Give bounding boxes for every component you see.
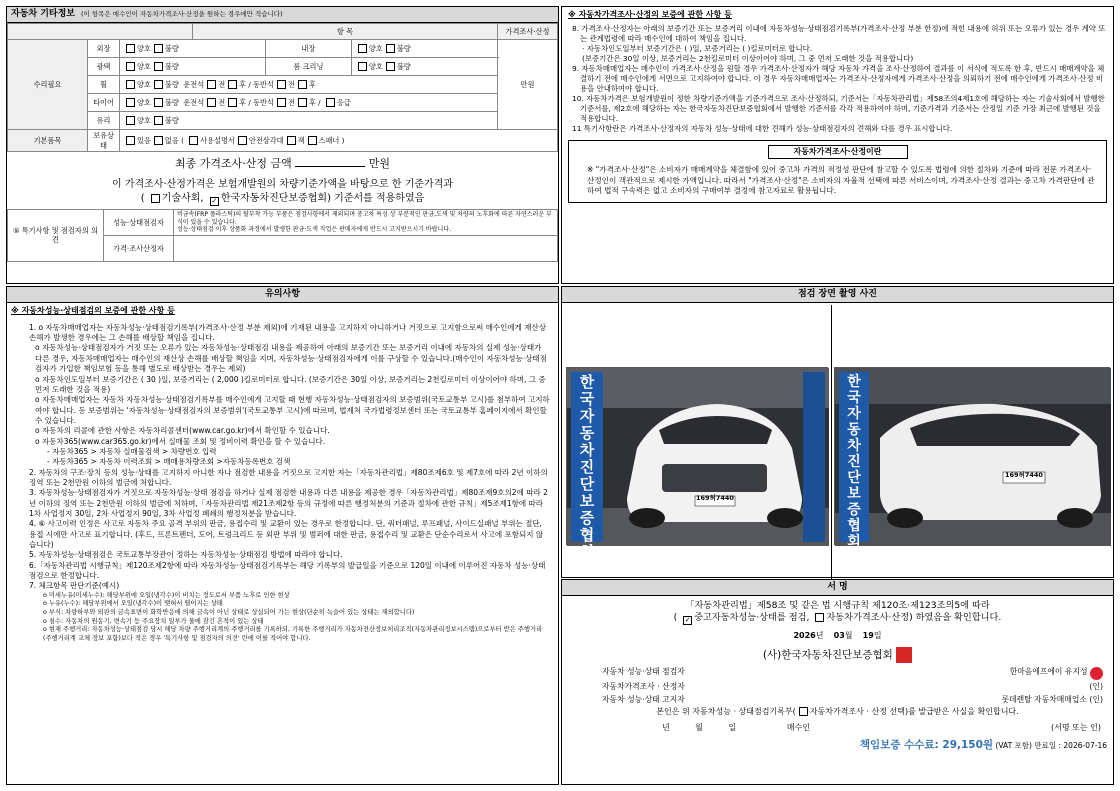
tire-pass-front-checkbox[interactable] bbox=[277, 98, 286, 107]
passenger-label: 동반석 bbox=[253, 97, 274, 107]
caution-list bbox=[29, 323, 550, 644]
rear-label: 후 bbox=[239, 97, 247, 107]
used-car-checkbox[interactable]: ✓ bbox=[684, 616, 691, 625]
triangle-checkbox[interactable] bbox=[238, 136, 247, 145]
buyer-sign-line bbox=[662, 723, 1101, 734]
caution-header: 유의사항 bbox=[7, 287, 558, 303]
caution-item: 5. 자동차성능·상태점검은 국토교통부장관이 정하는 자동차성능·상태점검 방법에 따라야 합니다. bbox=[29, 550, 343, 560]
caution-item: o 자동차의 리콜에 관한 사항은 자동차리콜센터(www.car.go.kr)에서 확인할 수 있습니다. bbox=[35, 426, 330, 436]
basis-line1: 이 가격조사·산정가격은 보험개발원의 차량기준가액을 바탕으로 한 기준가격과 bbox=[111, 179, 454, 191]
signer-row bbox=[602, 682, 1103, 693]
row-tire: 타이어 bbox=[88, 94, 120, 112]
basic-have-label: 있음 bbox=[137, 135, 151, 145]
signer-value: 한마음에프에이 유지성 bbox=[1009, 667, 1088, 677]
car-rear-icon bbox=[835, 368, 1111, 546]
tire-bad-checkbox[interactable] bbox=[154, 98, 163, 107]
criteria-item: o 누유(누수): 해당부위에서 오일(냉각수)이 맺혀서 떨어지는 상태 bbox=[43, 600, 223, 608]
plate-text: 169허7440 bbox=[1005, 471, 1043, 479]
receipt-line bbox=[562, 707, 1113, 718]
price-definition-box bbox=[568, 140, 1107, 204]
bad-label: 불량 bbox=[164, 79, 179, 89]
guarantee-item-8: 8. 가격조사·산정자는 아래의 보증기간 또는 보증거리 이내에 자동차성능·상태점검기록부(가격조사·산정 부분 한정)에 적힌 내용에 허위 또는 오류가 있는 경우 계약 또는 관계법령에 따라 매수인에 대하여 책임을 집니다. bbox=[572, 23, 1106, 43]
opinion-price-field[interactable] bbox=[174, 236, 558, 262]
good-label: 양호 bbox=[368, 43, 383, 53]
criteria-item: o 부식: 차량하부와 외판의 금속표면이 화학반응에 의해 금속이 아닌 상태로 상실되어 가는 현상(단순히 녹슬어 있는 상태는 제외합니다) bbox=[43, 609, 415, 617]
receipt-text2: 자동차가격조사 · 산정 선택)를 발급받은 사실을 확인합니다. bbox=[809, 707, 1019, 717]
row-glass: 유리 bbox=[88, 112, 120, 130]
jack-label: 잭 bbox=[297, 135, 305, 145]
triangle-label: 안전삼각대 bbox=[248, 135, 284, 145]
criteria-item: o 침수: 자동차의 원동기, 변속기 등 주요장치 일부가 물에 잠긴 흔적이 있는 상태 bbox=[43, 617, 264, 625]
price-check-label: 자동차가격조사·산정) 하였음을 확인합니다. bbox=[826, 612, 1002, 624]
guarantee-title: ※ 자동차가격조사·산정의 보증에 관한 사항 등 bbox=[568, 10, 732, 19]
banner-text: 한국자동차진단보증협회 bbox=[847, 374, 861, 550]
day-unit: 일 bbox=[873, 631, 882, 641]
caution-item: o 자동차매매업자는 자동차 자동차성능·상태점검기록부를 매수인에게 고지할 때 현행 자동차성능·상태점검자의 보증범위(국토교통부 고시)를 첨부하여 고지하여야 합니다. 등 보증범위는 '자동차성능·상태점검자의 보증범위'(국토교통부 고시)에 따르며, 법제처 국가법령정보센터 또는 국토교통부 홈페이지에서 확인할 수 있습니다. bbox=[35, 395, 550, 425]
wheel-good-checkbox[interactable] bbox=[126, 80, 135, 89]
photo-panel bbox=[561, 286, 1114, 578]
guarantee-sub-item: · 자동차인도일부터 보증기간은 ( )일, 보증거리는 ( )킬로미터로 합니다. bbox=[582, 43, 813, 53]
fee-line bbox=[562, 738, 1107, 752]
repair-label: 수리필요 bbox=[8, 40, 88, 130]
tire-pass-rear-checkbox[interactable] bbox=[298, 98, 307, 107]
caution-item: o 자동차성능·상태점검자가 거짓 또는 오류가 있는 자동차성능·상태점검 내용을 제공하여 아래의 보증기간 또는 보증거리 이내에 자동차의 실제 성능·상태가 다른 경우, 자동차매매업자는 매수인의 재산상 손해를 배상할 책임을 지며, 자동차성능·상태점검자에게 이를 구상할 수 있습니다.(매수인이 자동차성능·상태점검자가 가입한 책임보험 등을 통해 별도로 배상받는 경우는 제외) bbox=[35, 343, 547, 374]
issue-year: 2026 bbox=[793, 631, 816, 641]
signer-label: 자동차 성능·상태 고지자 bbox=[602, 694, 685, 704]
signer-list bbox=[602, 667, 1103, 705]
misc-info-title: 자동차 기타정보 bbox=[11, 9, 75, 19]
opinion-label: ⑤ 특기사항 및 점검자의 의견 bbox=[8, 209, 104, 261]
criteria-item: o 현재 주행거리: 자동차성능·상태점검 당시 해당 차량 주행거리계의 주행거리를 기록하되, 기록한 주행거리가 자동차전산정보처리조직(자동차관리정보시스템)으로부터 받은 주행거리(주행거리계 교체 정보 포함)보다 적은 경우 '특기사항 및 점검자의 의견' 란에 이를 적어야 합니다. bbox=[43, 626, 543, 643]
price-check-checkbox[interactable] bbox=[815, 613, 824, 622]
room-bad-checkbox[interactable] bbox=[386, 62, 395, 71]
front-label: 전 bbox=[287, 97, 295, 107]
tech-society-checkbox[interactable] bbox=[151, 194, 160, 203]
exterior-bad-checkbox[interactable] bbox=[154, 44, 163, 53]
buyer-sign[interactable]: (서명 또는 인) bbox=[1051, 723, 1101, 733]
row-interior: 내장 bbox=[265, 40, 351, 58]
inspection-photo-front bbox=[566, 367, 828, 561]
kaida-label: 한국자동차진단보증협회 bbox=[220, 192, 328, 204]
caution-item: 1. o 자동차매매업자는 자동차성능·상태점검기록부(가격조사·산정 부분 제외)에 기재된 내용을 고지하지 아니하거나 거짓으로 고지함으로써 매수인에게 재산상 손해가 발생한 경우에는 그 손해를 배상할 책임을 집니다. bbox=[29, 322, 547, 343]
tech-society-label: 기술사회, bbox=[161, 192, 204, 204]
misc-info-panel bbox=[6, 6, 559, 284]
basis-text bbox=[7, 178, 558, 206]
good-label: 양호 bbox=[137, 97, 151, 107]
photo-header: 점검 장면 촬영 사진 bbox=[562, 287, 1113, 303]
guarantee-panel bbox=[561, 6, 1114, 284]
driver-label: 운전석 bbox=[183, 79, 205, 89]
rear-label: 후 bbox=[308, 97, 316, 107]
caution-subtitle: ※ 자동차성능·상태점검의 보증에 관한 사항 등 bbox=[11, 306, 175, 315]
gloss-bad-checkbox[interactable] bbox=[154, 62, 163, 71]
opinion-inspector-label: 성능·상태점검자 bbox=[104, 209, 174, 235]
tire-driver-front-checkbox[interactable] bbox=[207, 98, 216, 107]
caution-item: 7. 체크항목 판단기준(예시) bbox=[29, 581, 120, 591]
signer-row bbox=[602, 695, 1103, 706]
wheel-bad-checkbox[interactable] bbox=[154, 80, 163, 89]
final-price-label: 최종 가격조사·산정 금액 bbox=[174, 157, 292, 171]
good-label: 양호 bbox=[368, 61, 383, 71]
tire-good-checkbox[interactable] bbox=[126, 98, 135, 107]
caution-item: - 자동차365 > 자동차 실매물검색 > 차량번호 입력 bbox=[47, 446, 217, 456]
spanner-label: 스패너 ) bbox=[318, 135, 345, 145]
price-definition-title: 자동차가격조사·산정이란 bbox=[768, 145, 908, 160]
guarantee-item-10: 10. 자동차가격은 보험개발원이 정한 차량기준가액을 기준가격으로 조사·산정하되, 기준서는「자동차관리법」제58조의4제1호에 해당하는 자는 기술사회에서 발행한 기준서를, 제2호에 해당하는 자는 한국자동차진단보증협회에서 발행한 기준서를 각각 적용하여야 하며, 기준가격과 기준서는 산정일 기준 가장 최근에 발행된 것을 적용합니다. bbox=[572, 93, 1105, 123]
guarantee-items bbox=[568, 24, 1107, 134]
exterior-good-checkbox[interactable] bbox=[126, 44, 135, 53]
good-label: 양호 bbox=[137, 61, 151, 71]
jack-checkbox[interactable] bbox=[287, 136, 296, 145]
bad-label: 불량 bbox=[164, 43, 179, 53]
row-room-cleaning: 룸 크리닝 bbox=[265, 58, 351, 76]
caution-item: - 자동차365 > 자동차 이력조회 > 매매용차량조회 >자동차등록번호 검색 bbox=[47, 457, 291, 467]
opinion-inspector-note: 비금속(FRP 플라스틱)의 탈부착 가능 부품은 점검사항에서 제외되며 중고차 특성 상 부분적인 판금,도색 및 차량의 노후화에 따른 자연스러운 부식이 있을 수 있습니다. bbox=[177, 210, 552, 226]
caution-panel bbox=[6, 286, 559, 785]
room-good-checkbox[interactable] bbox=[358, 62, 367, 71]
row-gloss: 광택 bbox=[88, 58, 120, 76]
opinion-price-label: 가격·조사산정자 bbox=[104, 236, 174, 262]
year-unit: 년 bbox=[815, 631, 824, 641]
row-exterior: 외장 bbox=[88, 40, 120, 58]
front-label: 전 bbox=[287, 79, 295, 89]
spanner-checkbox[interactable] bbox=[308, 136, 317, 145]
inspector-seal-icon bbox=[1090, 667, 1103, 680]
org-seal-icon bbox=[896, 647, 912, 663]
signer-row bbox=[602, 667, 1103, 680]
rear-label: 후 bbox=[239, 79, 247, 89]
buyer-date-line: 년 월 일 매수인 bbox=[662, 723, 811, 733]
fee-note: (VAT 포함) bbox=[995, 740, 1032, 750]
tire-spare-checkbox[interactable] bbox=[326, 98, 335, 107]
basis-line2: ( 기술사회, ✓ 한국자동차진단보증협회) 기준서를 적용하였음 bbox=[140, 192, 425, 205]
signer-label: 자동차 성능·상태 점검자 bbox=[602, 667, 685, 677]
caution-item: o 자동차365(www.car365.go.kr)에서 실매물 조회 및 정비이력 확인을 할 수 있습니다. bbox=[35, 436, 326, 446]
plate-text: 169허7440 bbox=[696, 494, 734, 502]
manual-checkbox[interactable] bbox=[189, 136, 198, 145]
price-unit: 만원 bbox=[498, 40, 558, 130]
caution-item: o 자동차인도일부터 보증기간은 ( 30 )일, 보증거리는 ( 2,000 )킬로미터로 합니다. (보증기간은 30일 이상, 보증거리는 2천킬로미터 이상이어야 하며, 그 중 먼저 도래한 것을 적용) bbox=[35, 374, 546, 394]
banner-text: 한국자동차진단보증협회 bbox=[579, 373, 595, 561]
interior-good-checkbox[interactable] bbox=[358, 44, 367, 53]
bad-label: 불량 bbox=[396, 61, 411, 71]
front-label: 전 bbox=[218, 79, 226, 89]
caution-item: 4. ⑥ 사고이력 인정은 사고로 자동차 주요 골격 부위의 판금, 용접수리 및 교환이 있는 경우로 한정합니다. 단, 쿼터패널, 루프패널, 사이드실패널 부위는 절단, 용접 시에만 사고로 표기합니다. (후드, 프론트펜더, 도어, 트렁크리드 등 외판 부위 및 범퍼에 대한 판금, 용접수리 및 교환은 단순수리로서 사고에 포함되지 않습니다) bbox=[29, 519, 544, 550]
signature-header: 서 명 bbox=[562, 580, 1113, 596]
expiry-date: 만료일 : 2026-07-16 bbox=[1034, 740, 1107, 750]
opinion-table bbox=[7, 209, 558, 262]
misc-info-table: 항 목 가격조사·산정 수리필요 외장 양호 불량 내장 양호 불량 만원 광택 양호 불량 룸 크리닝 양호 불량 휠 양호 불량 운전석 전 후 / 동반석 전 후 타이어 양호 불량 운전석 전 후 / 동반석 전 후 / 응급 유리 양호 불량 기본품목 보유상태 있음 없음 ( 사용설명서 안전삼각대 잭 스패너 ) bbox=[7, 23, 558, 152]
col-price: 가격조사·산정 bbox=[498, 24, 558, 40]
bad-label: 불량 bbox=[164, 61, 179, 71]
signer-label: 자동차가격조사 · 산정자 bbox=[602, 682, 685, 692]
wheel-driver-rear-checkbox[interactable] bbox=[228, 80, 237, 89]
rear-label: 후 bbox=[308, 79, 316, 89]
basic-status-label: 보유상태 bbox=[88, 130, 120, 152]
bad-label: 불량 bbox=[164, 97, 179, 107]
driver-label: 운전석 bbox=[183, 97, 205, 107]
passenger-label: 동반석 bbox=[253, 79, 274, 89]
final-price-unit: 만원 bbox=[368, 157, 390, 171]
signer-value: 롯데렌탈 자동차매매업소 (인) bbox=[1001, 694, 1103, 704]
kaida-checkbox[interactable]: ✓ bbox=[211, 196, 218, 205]
caution-item: 3. 자동차성능·상태점검자가 거짓으로 자동차성능·상태 점검을 하거나 실제 점검한 내용과 다른 내용을 제공한 경우「자동차관리법」제80조제9호의2에 따라 2년 이하의 징역 또는 2천만원 이하의 벌금에 처하며,「자동차관리법 제21조제2항 등의 규정에 따른 행정처분의 기준과 절차에 관한 규칙」제5조제1항에 따라 1차 사업정지 30일, 2차 사업정지 90일, 3차 사업정 폐쇄의 행정처분을 받습니다. bbox=[29, 488, 548, 518]
signature-line1: 「자동차관리법」제58조 및 같은 법 시행규칙 제120조·제123조의5에 따라 bbox=[685, 600, 990, 611]
final-price-row bbox=[7, 157, 558, 172]
guarantee-item-11: 11 특기사항란은 가격조사·산정자의 자동차 성능·상태에 대한 견해가 성능·상태점검자의 견해와 다를 경우 표시합니다. bbox=[572, 123, 953, 133]
basis-suffix: ) 기준서를 적용하였음 bbox=[327, 192, 425, 204]
issue-date bbox=[562, 631, 1113, 642]
tire-driver-rear-checkbox[interactable] bbox=[228, 98, 237, 107]
spare-label: 응급 bbox=[336, 97, 351, 107]
signature-line2: ( ✓ 중고자동차성능·상태를 점검, 자동차가격조사·산정) 하였음을 확인합니다. bbox=[673, 612, 1002, 625]
manual-label: 사용설명서 bbox=[200, 135, 235, 145]
final-price-input[interactable] bbox=[295, 166, 365, 167]
issuing-org bbox=[562, 647, 1113, 663]
car-front-icon bbox=[567, 368, 829, 546]
caution-item: 6.「자동차관리법 시행규칙」제120조제2항에 따라 자동차성능·상태점검기록부는 해당 기록부의 발급일을 기준으로 120일 이내에 이루어진 자동차 성능·상태점검으로 한정합니다. bbox=[29, 560, 546, 581]
basic-none-checkbox[interactable] bbox=[154, 136, 163, 145]
interior-bad-checkbox[interactable] bbox=[386, 44, 395, 53]
used-car-label: 중고자동차성능·상태를 점검, bbox=[694, 612, 810, 624]
opinion-inspector-note2: 성능·상태점검 이후 상품화 과정에서 발생한 판금·도색 작업은 판매자에게 반드시 고지받으시기 바랍니다. bbox=[177, 226, 452, 234]
basic-items-label: 기본품목 bbox=[8, 130, 88, 152]
price-definition-text: ※ "가격조사·산정"은 소비자가 매매계약을 체결함에 있어 중고차 가격의 적정성 판단에 참고할 수 있도록 법령에 의한 절차와 기준에 따라 전문 가격조사·산정인이 객관적으로 제시한 가액입니다. 따라서 "가격조사·산정"은 소비자의 자율적 선택에 따른 서비스이며, 가격조사·산정 결과는 중고차 가격판단에 관하여 법적 구속력은 없고 소비자의 구매여부 결정에 참고자료로 활용됩니다. bbox=[587, 165, 1095, 195]
row-wheel: 휠 bbox=[88, 76, 120, 94]
caution-item: 2. 자동차의 구조·장치 등의 성능·상태를 고지하지 아니한 자나 점검한 내용을 거짓으로 고지한 자는「자동차관리법」제80조제6호 및 제7호에 따라 2년 이하의 징역 또는 2천만원 이하의 벌금에 처합니다. bbox=[29, 467, 548, 487]
month-unit: 월 bbox=[844, 631, 853, 641]
bad-label: 불량 bbox=[164, 115, 179, 125]
org-name: (사)한국자동차진단보증협회 bbox=[762, 649, 893, 662]
front-label: 전 bbox=[218, 97, 226, 107]
signature-panel bbox=[561, 579, 1114, 785]
criteria-item: o 미세누유(미세누수): 해당부위에 오일(냉각수)이 비치는 정도로서 부품 노후로 인한 현상 bbox=[43, 591, 290, 599]
good-label: 양호 bbox=[137, 79, 151, 89]
gloss-good-checkbox[interactable] bbox=[126, 62, 135, 71]
bad-label: 불량 bbox=[396, 43, 411, 53]
inspection-photo-rear bbox=[834, 367, 1110, 550]
wheel-pass-front-checkbox[interactable] bbox=[277, 80, 286, 89]
col-item: 항 목 bbox=[192, 24, 497, 40]
receipt-price-checkbox[interactable] bbox=[799, 707, 808, 716]
wheel-pass-rear-checkbox[interactable] bbox=[298, 80, 307, 89]
guarantee-item-9: 9. 자동차매매업자는 매수인이 가격조사·산정을 원할 경우 가격조사·산정자가 해당 자동차 가격을 조사·산정하여 결과를 이 서식에 적도록 한 후, 반드시 매매계약을 체결하기 전에 매수인에게 서면으로 고지하여야 합니다. 이 경우 자동차매매업자는 가격조사·산정자에게 가격조사·산정을 의뢰하기 전에 매수인에게 가격조사·산정 비용을 안내하여야 합니다. bbox=[572, 63, 1105, 93]
fee-amount: 책임보증 수수료: 29,150원 bbox=[859, 738, 994, 751]
basic-have-checkbox[interactable] bbox=[126, 136, 135, 145]
basic-none-label: 없음 bbox=[164, 135, 179, 145]
good-label: 양호 bbox=[137, 115, 151, 125]
wheel-driver-front-checkbox[interactable] bbox=[207, 80, 216, 89]
issue-month: 03 bbox=[833, 631, 845, 641]
misc-info-header bbox=[7, 7, 558, 23]
glass-good-checkbox[interactable] bbox=[126, 116, 135, 125]
good-label: 양호 bbox=[137, 43, 151, 53]
guarantee-sub-item2: (보증기간은 30일 이상, 보증거리는 2천킬로미터 이상이어야 하며, 그 중 먼저 도래한 것을 적용합니다) bbox=[582, 53, 914, 63]
receipt-text: 본인은 위 자동차성능 · 상태점검기록부( bbox=[656, 707, 796, 717]
glass-bad-checkbox[interactable] bbox=[154, 116, 163, 125]
signer-value: (인) bbox=[1089, 682, 1103, 692]
misc-info-note: (이 항목은 매수인이 자동차가격조사·산정을 원하는 경우에만 적습니다) bbox=[81, 10, 283, 18]
issue-day: 19 bbox=[862, 631, 874, 641]
